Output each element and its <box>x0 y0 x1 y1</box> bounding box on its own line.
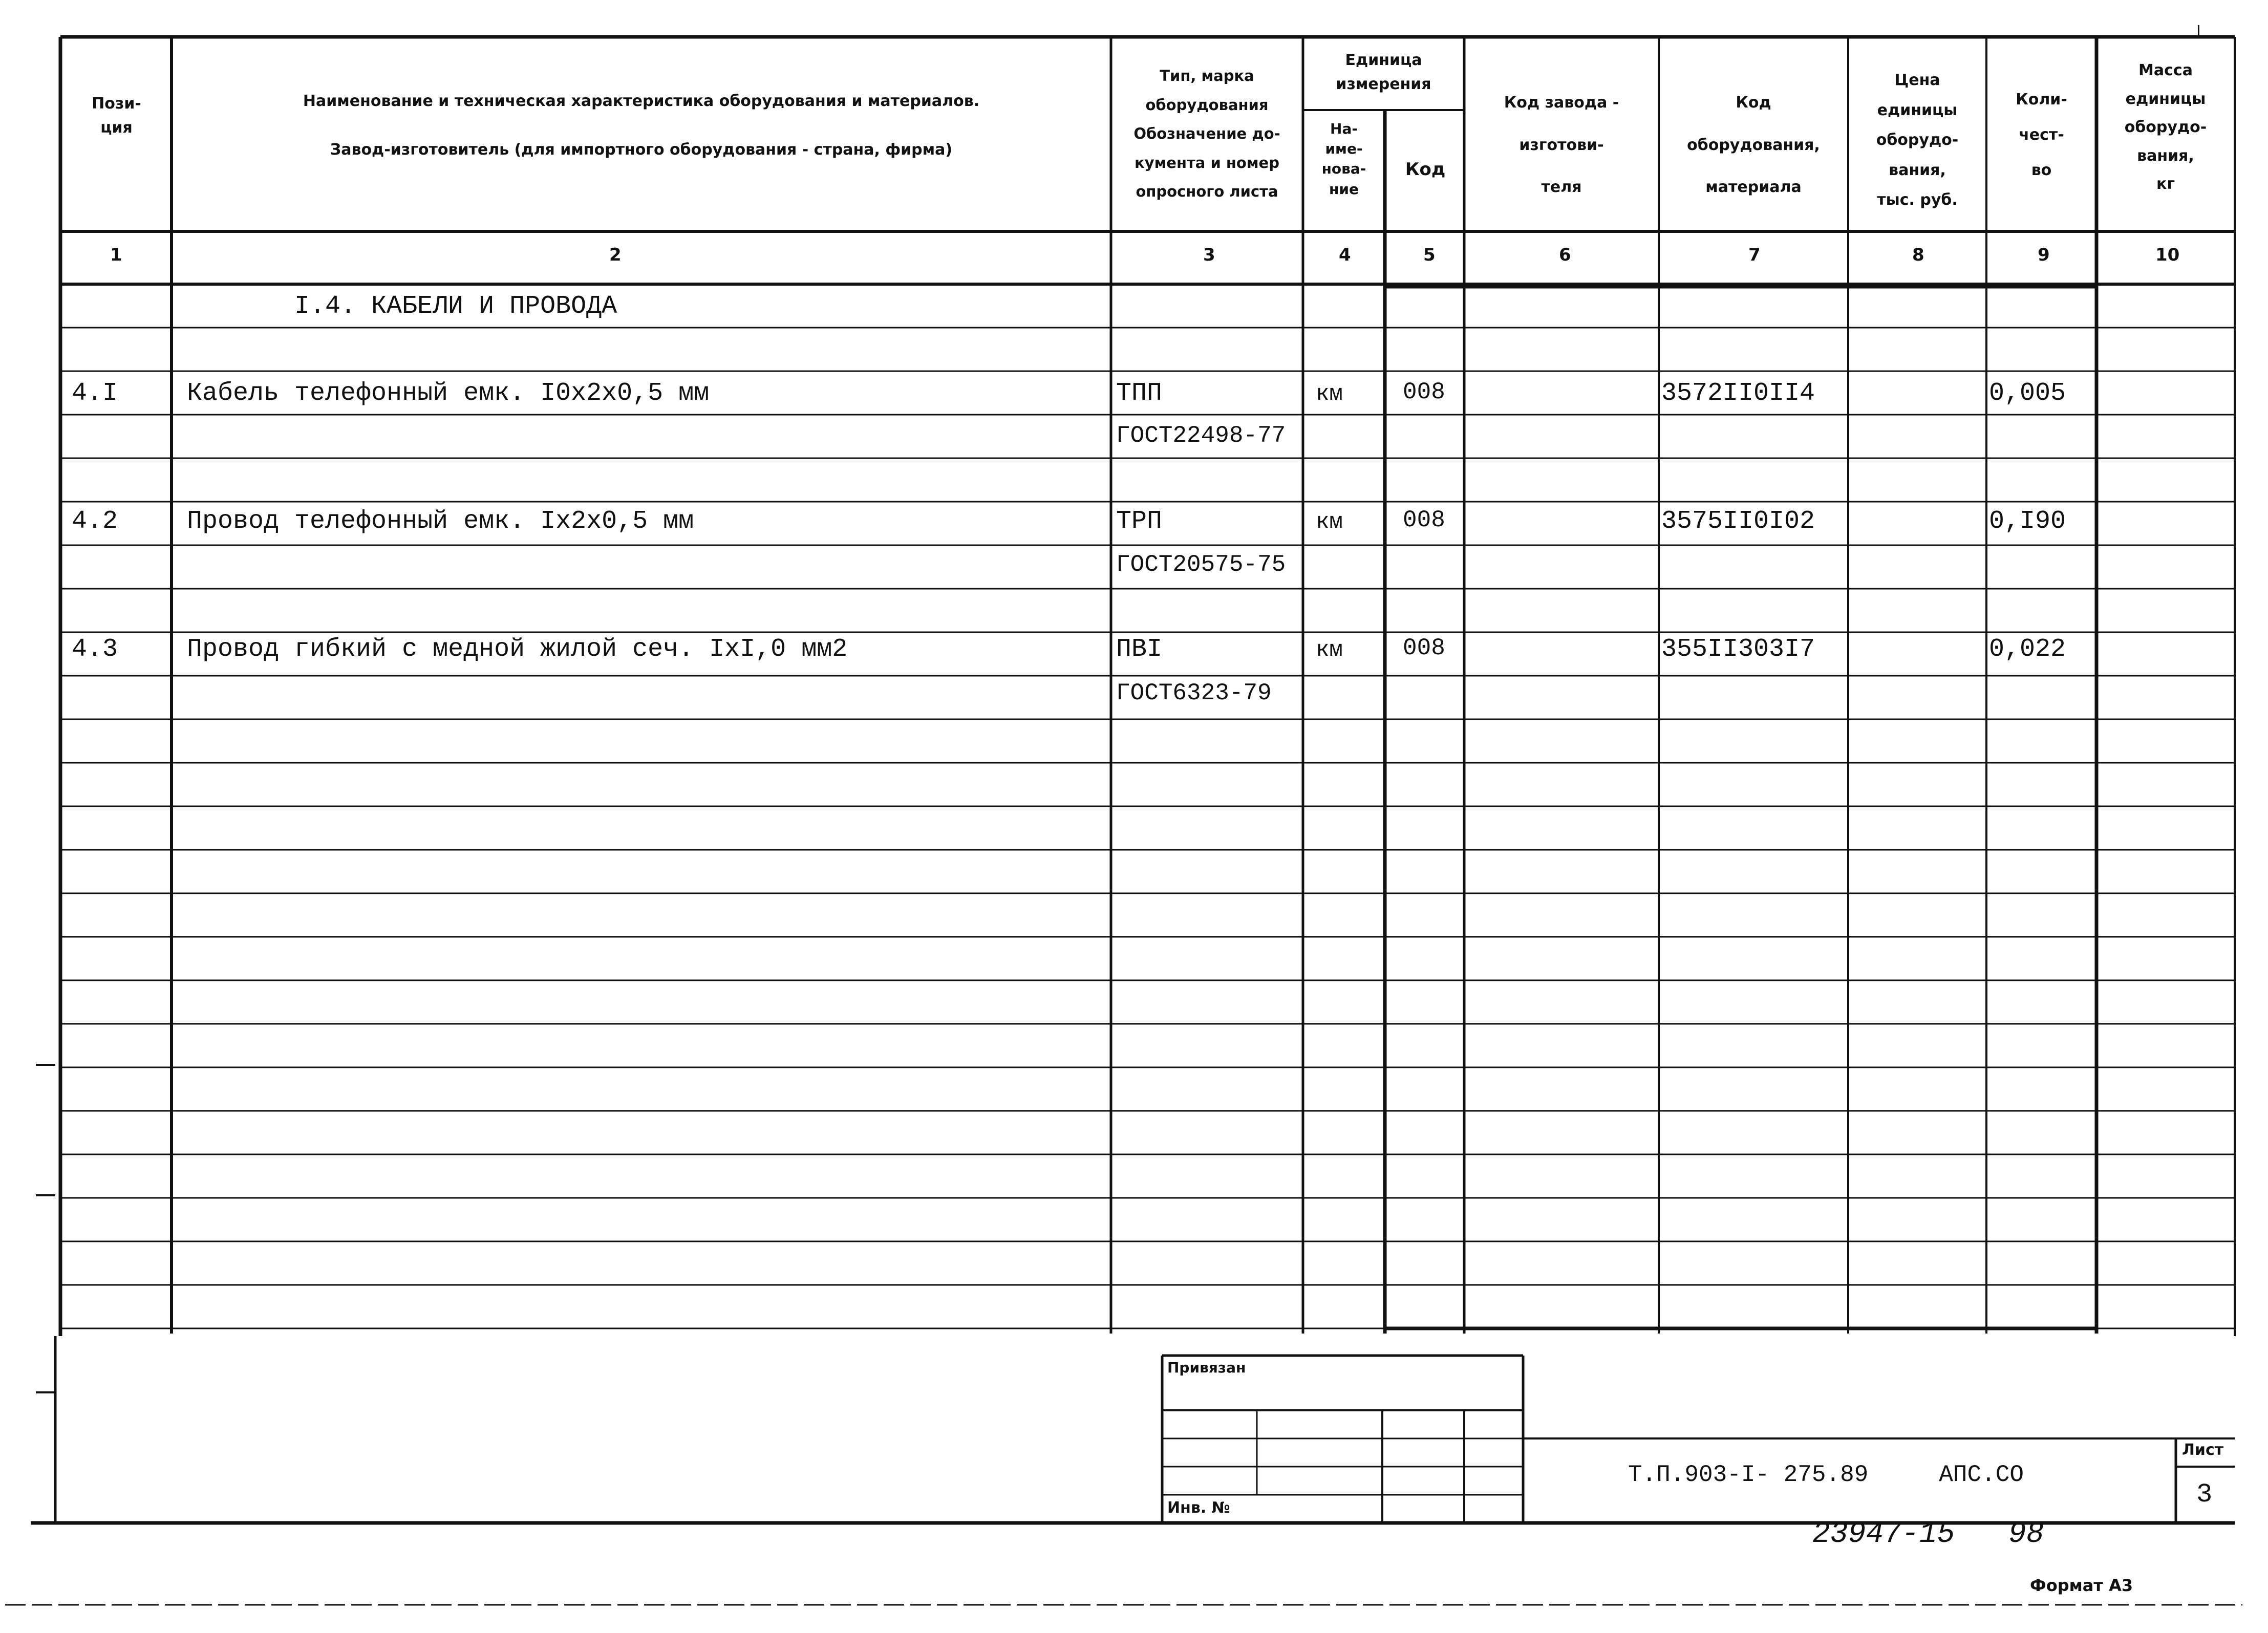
column-number: 2 <box>609 245 622 265</box>
item-name: Провод телефонный емк. Iх2х0,5 мм <box>187 507 694 536</box>
item-equipment-code: 3575II0I02 <box>1661 507 1815 536</box>
column-number: 10 <box>2155 245 2180 265</box>
column-number: 7 <box>1748 245 1761 265</box>
header-unit-group: Единица измерения <box>1336 51 1431 93</box>
header-unit-name: На- име- нова- ние <box>1321 120 1366 198</box>
item-quantity: 0,I90 <box>1989 507 2066 536</box>
document-designation: Т.П.903-I- 275.89 АПС.СО <box>1628 1462 2024 1488</box>
item-quantity: 0,022 <box>1989 635 2066 664</box>
paper-format-label: Формат А3 <box>2030 1576 2133 1595</box>
sheet-number: 3 <box>2196 1479 2213 1510</box>
item-quantity: 0,005 <box>1989 379 2066 408</box>
handwritten-inventory-number: 23947-15 98 <box>1812 1518 2044 1551</box>
column-number: 3 <box>1203 245 1215 265</box>
item-unit-code: 008 <box>1403 379 1445 405</box>
item-type: ТПП <box>1116 379 1163 408</box>
header-name-line1: Наименование и техническая характеристика оборудования и материалов. <box>303 92 980 110</box>
corner-mark: I <box>2196 23 2201 40</box>
item-position: 4.3 <box>72 635 118 664</box>
column-number: 1 <box>110 245 122 265</box>
item-unit-code: 008 <box>1403 635 1445 661</box>
item-name: Кабель телефонный емк. I0x2x0,5 мм <box>187 379 710 408</box>
item-document: ГОСТ6323-79 <box>1116 680 1272 706</box>
item-equipment-code: 355II303I7 <box>1661 635 1815 664</box>
header-unit-code: Код <box>1405 159 1446 180</box>
item-position: 4.I <box>72 379 118 408</box>
item-document: ГОСТ22498-77 <box>1116 422 1286 449</box>
stamp-privyazan-label: Привязан <box>1167 1359 1246 1376</box>
item-unit: км <box>1316 381 1343 407</box>
item-unit: км <box>1316 637 1343 663</box>
header-equipment-code: Код оборудования, материала <box>1687 94 1820 196</box>
column-number: 8 <box>1912 245 1924 265</box>
item-document: ГОСТ20575-75 <box>1116 551 1286 578</box>
item-name: Провод гибкий с медной жилой сеч. IxI,0 мм2 <box>187 635 848 664</box>
item-type: ТРП <box>1116 507 1163 536</box>
sheet-label: Лист <box>2182 1441 2224 1459</box>
header-type-doc: Тип, марка оборудования Обозначение до- кумента и номер опросного листа <box>1133 67 1280 201</box>
header-quantity: Коли- чест- во <box>2016 91 2067 179</box>
column-number: 6 <box>1559 245 1571 265</box>
item-position: 4.2 <box>72 507 118 536</box>
section-title: I.4. КАБЕЛИ И ПРОВОДА <box>294 292 617 321</box>
header-plant-code: Код завода - изготови- теля <box>1504 94 1619 196</box>
column-number: 5 <box>1423 245 1436 265</box>
item-unit-code: 008 <box>1403 507 1445 533</box>
header-position: Пози- ция <box>92 95 141 137</box>
item-type: ПВI <box>1116 635 1163 664</box>
column-number: 9 <box>2038 245 2050 265</box>
header-unit-mass: Масса единицы оборудо- вания, кг <box>2124 61 2207 193</box>
header-unit-price: Цена единицы оборудо- вания, тыс. руб. <box>1876 71 1959 209</box>
stamp-inventory-label: Инв. № <box>1167 1499 1230 1517</box>
item-unit: км <box>1316 509 1343 535</box>
item-equipment-code: 3572II0II4 <box>1661 379 1815 408</box>
header-name-line2: Завод-изготовитель (для импортного оборудования - страна, фирма) <box>330 141 953 159</box>
column-number: 4 <box>1339 245 1351 265</box>
